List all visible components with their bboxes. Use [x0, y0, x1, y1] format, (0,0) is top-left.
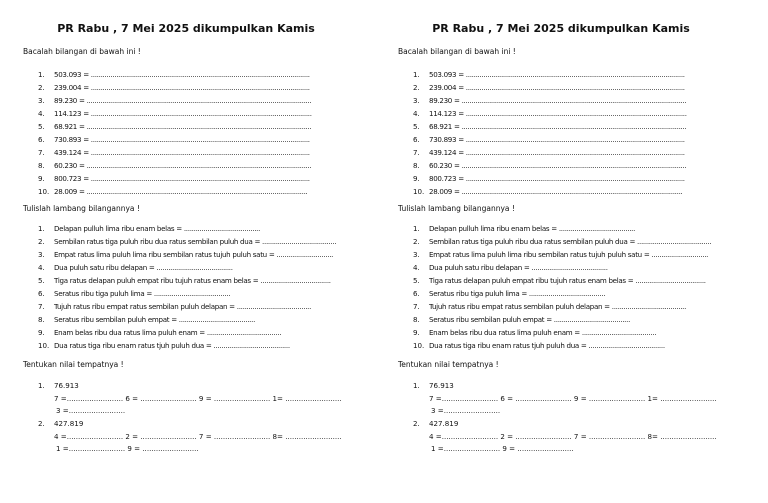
item-text: 503.093 = ................................................................................................................: [429, 70, 685, 79]
item-number: 9.: [38, 328, 45, 337]
list-item: [413, 315, 630, 324]
item-text: 68.921 = ...................................................................................................................: [54, 122, 312, 131]
item-number: 2.: [38, 83, 45, 92]
section3-label: Tentukan nilai tempatnya !: [23, 360, 124, 369]
item-text: 60.230 = ...................................................................................................................: [429, 161, 687, 170]
item-number: 5.: [413, 276, 420, 285]
list-item: [413, 174, 685, 183]
item-text: 89.230 = ...................................................................................................................: [429, 96, 687, 105]
list-item: [413, 135, 685, 144]
list-item: [413, 328, 656, 337]
item-number: 4.: [413, 109, 420, 118]
worksheet-copy-right: [375, 0, 747, 503]
answer-line: 4 =......................... 2 = ......................... 7 = ......................... 8= .........................: [54, 432, 342, 441]
item-number: 10.: [413, 187, 425, 196]
list-item: [413, 109, 687, 118]
list-item: [38, 122, 311, 131]
item-text: 800.723 = ................................................................................................................: [429, 174, 685, 183]
item-text: 28.009 = .................................................................................................................: [429, 187, 683, 196]
list-item: [38, 276, 331, 285]
list-item: [38, 187, 307, 196]
item-number: 1.: [413, 70, 420, 79]
list-item: [413, 250, 708, 259]
item-text: Delapan pulluh lima ribu enam belas = .......................................: [429, 224, 636, 233]
item-text: Dua ratus tiga ribu enam ratus tjuh puluh dua = .......................................: [54, 341, 290, 350]
worksheet-copy-left: [0, 0, 372, 503]
list-item: [38, 250, 333, 259]
list-item: [38, 70, 310, 79]
item-number: 7.: [38, 148, 45, 157]
item-number: 8.: [413, 161, 420, 170]
item-number: 1.: [38, 224, 45, 233]
item-text: 28.009 = .................................................................................................................: [54, 187, 308, 196]
item-number: 3.: [38, 250, 45, 259]
answer-line: 1 =......................... 9 = .........................: [56, 444, 199, 453]
list-item: [38, 83, 310, 92]
answer-line: 3 =.........................: [431, 406, 501, 415]
item-text: 89.230 = ...................................................................................................................: [54, 96, 312, 105]
item-number: 4.: [413, 263, 420, 272]
item-number: 2.: [38, 419, 45, 428]
list-item: [413, 341, 665, 350]
list-item: [38, 341, 290, 350]
page-title: PR Rabu , 7 Mei 2025 dikumpulkan Kamis: [57, 22, 315, 35]
section1-label: Bacalah bilangan di bawah ini !: [23, 47, 141, 56]
answer-line: 7 =......................... 6 = ......................... 9 = ......................... 1= .........................: [429, 394, 717, 403]
item-text: Tujuh ratus ribu empat ratus sembilan puluh delapan = ......................................: [429, 302, 687, 311]
list-item: [413, 161, 686, 170]
item-text: Empat ratus lima puluh lima ribu sembilan ratus tujuh puluh satu = .............................: [54, 250, 334, 259]
item-text: Empat ratus lima puluh lima ribu sembilan ratus tujuh puluh satu = .............................: [429, 250, 709, 259]
item-number: 6.: [413, 289, 420, 298]
item-number: 2.: [38, 237, 45, 246]
list-item: [413, 289, 605, 298]
item-text: 239.004 = ................................................................................................................: [429, 83, 685, 92]
item-number: 5.: [413, 122, 420, 131]
list-item: [413, 122, 686, 131]
item-number: 10.: [413, 341, 425, 350]
item-text: Sembilan ratus tiga puluh ribu dua ratus sembilan puluh dua = ......................................: [54, 237, 337, 246]
item-number: 8.: [38, 315, 45, 324]
answer-line: 1 =......................... 9 = .........................: [431, 444, 574, 453]
item-number: 2.: [413, 237, 420, 246]
list-item: [413, 237, 711, 246]
item-text: 439.124 = ................................................................................................................: [54, 148, 310, 157]
list-item: [413, 83, 685, 92]
question-number-row: [413, 381, 454, 390]
list-item: [413, 302, 686, 311]
item-text: Sembilan ratus tiga puluh ribu dua ratus sembilan puluh dua = ......................................: [429, 237, 712, 246]
list-item: [38, 289, 230, 298]
item-text: Tiga ratus delapan puluh empat ribu tujuh ratus enam belas = ....................................: [54, 276, 331, 285]
item-number: 7.: [38, 302, 45, 311]
item-text: 68.921 = ...................................................................................................................: [429, 122, 687, 131]
question-number-row: [38, 381, 79, 390]
section2-label: Tulislah lambang bilangannya !: [23, 204, 140, 213]
answer-line: 4 =......................... 2 = ......................... 7 = ......................... 8= .........................: [429, 432, 717, 441]
item-text: Enam belas ribu dua ratus lima puluh enam = ......................................: [54, 328, 282, 337]
question-number: 76.913: [54, 381, 79, 390]
item-text: Delapan pulluh lima ribu enam belas = .......................................: [54, 224, 261, 233]
list-item: [413, 276, 706, 285]
item-number: 9.: [413, 328, 420, 337]
list-item: [38, 109, 312, 118]
item-number: 4.: [38, 263, 45, 272]
item-text: 114.123 = .................................................................................................................: [429, 109, 687, 118]
item-number: 10.: [38, 187, 50, 196]
item-number: 9.: [38, 174, 45, 183]
item-text: 60.230 = ...................................................................................................................: [54, 161, 312, 170]
item-number: 4.: [38, 109, 45, 118]
list-item: [38, 237, 336, 246]
question-number: 427.819: [429, 419, 459, 428]
item-number: 1.: [38, 70, 45, 79]
item-number: 8.: [413, 315, 420, 324]
list-item: [413, 148, 685, 157]
question-number-row: [413, 419, 458, 428]
list-item: [38, 96, 311, 105]
item-number: 1.: [413, 224, 420, 233]
section1-label: Bacalah bilangan di bawah ini !: [398, 47, 516, 56]
list-item: [38, 148, 310, 157]
list-item: [38, 302, 311, 311]
item-text: 730.893 = ................................................................................................................: [54, 135, 310, 144]
item-number: 1.: [413, 381, 420, 390]
list-item: [38, 315, 255, 324]
item-text: Dua ratus tiga ribu enam ratus tjuh puluh dua = .......................................: [429, 341, 665, 350]
item-text: Seratus ribu tiga puluh lima = .......................................: [429, 289, 606, 298]
item-number: 1.: [38, 381, 45, 390]
section2-label: Tulislah lambang bilangannya !: [398, 204, 515, 213]
item-text: Tiga ratus delapan puluh empat ribu tujuh ratus enam belas = ....................................: [429, 276, 706, 285]
item-number: 7.: [413, 302, 420, 311]
list-item: [38, 328, 281, 337]
item-number: 5.: [38, 276, 45, 285]
item-text: Seratus ribu sembilan puluh empat = .......................................: [54, 315, 256, 324]
list-item: [413, 263, 608, 272]
item-number: 7.: [413, 148, 420, 157]
item-number: 6.: [413, 135, 420, 144]
list-item: [413, 96, 686, 105]
section3-label: Tentukan nilai tempatnya !: [398, 360, 499, 369]
item-text: 730.893 = ................................................................................................................: [429, 135, 685, 144]
item-text: Seratus ribu tiga puluh lima = .......................................: [54, 289, 231, 298]
item-text: 114.123 = .................................................................................................................: [54, 109, 312, 118]
item-text: Dua puluh satu ribu delapan = .......................................: [429, 263, 608, 272]
question-number: 76.913: [429, 381, 454, 390]
item-number: 3.: [413, 250, 420, 259]
question-number: 427.819: [54, 419, 84, 428]
item-number: 3.: [38, 96, 45, 105]
item-number: 9.: [413, 174, 420, 183]
item-text: Seratus ribu sembilan puluh empat = .......................................: [429, 315, 631, 324]
item-text: Dua puluh satu ribu delapan = .......................................: [54, 263, 233, 272]
item-number: 6.: [38, 289, 45, 298]
list-item: [38, 263, 233, 272]
item-text: 800.723 = ................................................................................................................: [54, 174, 310, 183]
item-text: 239.004 = ................................................................................................................: [54, 83, 310, 92]
item-number: 6.: [38, 135, 45, 144]
list-item: [38, 135, 310, 144]
list-item: [38, 174, 310, 183]
list-item: [38, 224, 260, 233]
item-number: 8.: [38, 161, 45, 170]
item-number: 3.: [413, 96, 420, 105]
answer-line: 7 =......................... 6 = ......................... 9 = ......................... 1= .........................: [54, 394, 342, 403]
item-number: 10.: [38, 341, 50, 350]
item-text: 503.093 = ................................................................................................................: [54, 70, 310, 79]
page-title: PR Rabu , 7 Mei 2025 dikumpulkan Kamis: [432, 22, 690, 35]
item-text: Tujuh ratus ribu empat ratus sembilan puluh delapan = ......................................: [54, 302, 312, 311]
question-number-row: [38, 419, 83, 428]
list-item: [413, 224, 635, 233]
list-item: [38, 161, 311, 170]
list-item: [413, 187, 682, 196]
item-number: 2.: [413, 419, 420, 428]
item-number: 5.: [38, 122, 45, 131]
answer-line: 3 =.........................: [56, 406, 126, 415]
item-text: Enam belas ribu dua ratus lima puluh enam = ......................................: [429, 328, 657, 337]
item-number: 2.: [413, 83, 420, 92]
list-item: [413, 70, 685, 79]
item-text: 439.124 = ................................................................................................................: [429, 148, 685, 157]
